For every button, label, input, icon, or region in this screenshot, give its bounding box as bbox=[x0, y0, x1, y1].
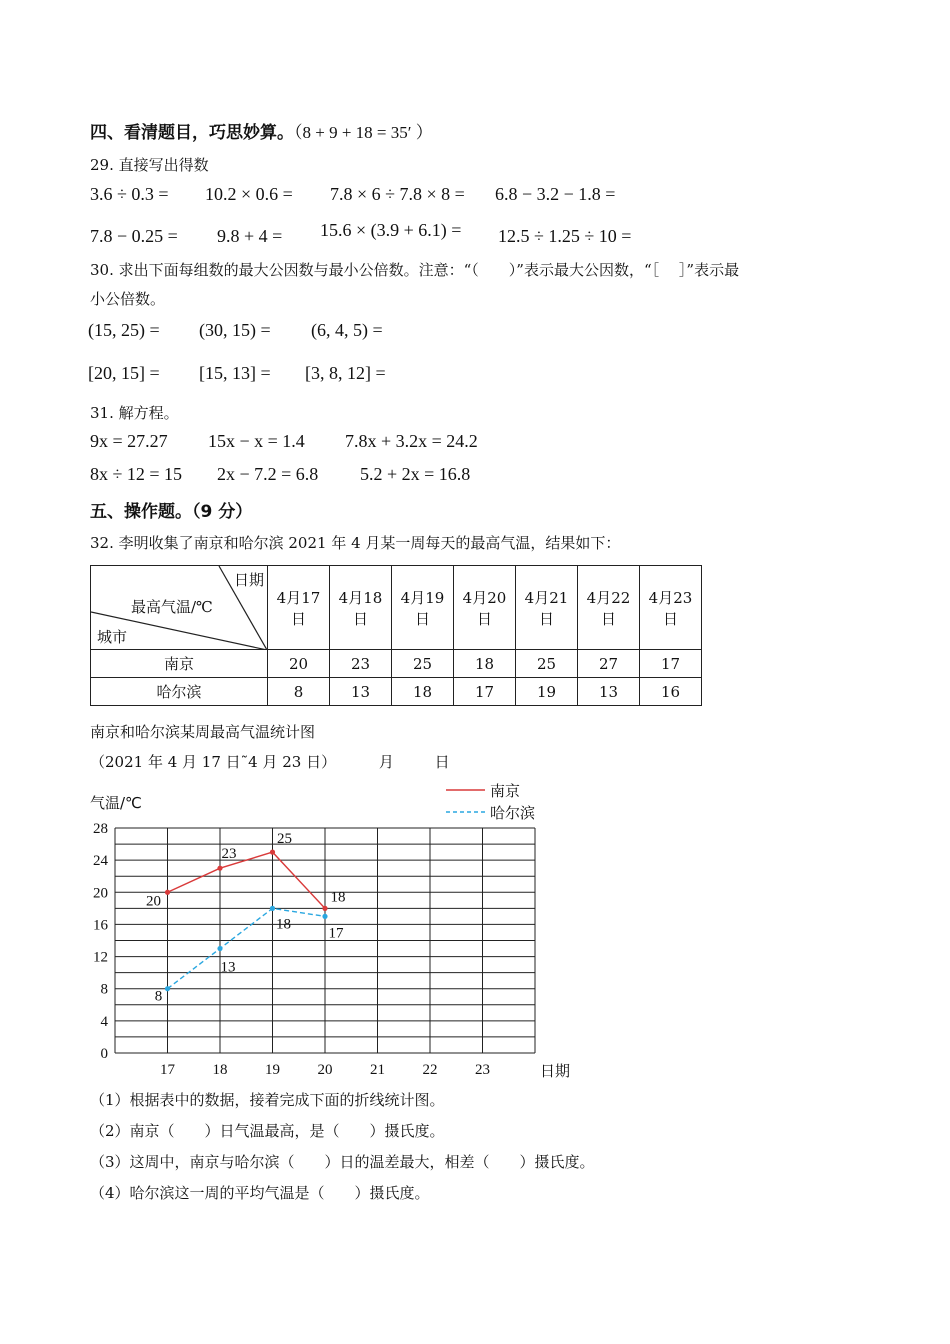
date-header bbox=[640, 566, 702, 650]
q30-line2: 小公倍数。 bbox=[90, 290, 166, 308]
value-cell: 16 bbox=[640, 678, 702, 706]
table-row bbox=[91, 650, 702, 678]
y-tick-label: 28 bbox=[93, 821, 108, 837]
q30-line1: 30. 求出下面每组数的最大公因数与最小公倍数。注意：“（ ）”表示最大公因数，“［ ］”表示最 bbox=[90, 261, 740, 279]
data-point bbox=[165, 986, 170, 991]
value-cell: 18 bbox=[454, 650, 516, 678]
data-point bbox=[165, 890, 170, 895]
chart-legend bbox=[446, 782, 535, 822]
y-axis-title: 气温/℃ bbox=[90, 794, 142, 812]
series-line-harbin bbox=[168, 908, 326, 988]
date-header-day: 4月22 bbox=[586, 588, 631, 607]
date-header-day: 4月17 bbox=[276, 588, 321, 607]
table-row bbox=[91, 678, 702, 706]
value-cell: 13 bbox=[578, 678, 640, 706]
data-label: 18 bbox=[276, 916, 291, 933]
y-tick-label: 4 bbox=[100, 1013, 108, 1030]
legend-label: 哈尔滨 bbox=[490, 804, 536, 822]
data-label: 25 bbox=[277, 831, 292, 848]
q30-lcm-item: [20, 15] = bbox=[88, 363, 160, 383]
q29-item: 6.8 − 3.2 − 1.8 = bbox=[495, 184, 616, 204]
date-header-day: 4月20 bbox=[462, 588, 507, 607]
x-axis-title: 日期 bbox=[540, 1062, 571, 1078]
data-label: 17 bbox=[328, 925, 344, 942]
y-tick-label: 12 bbox=[93, 949, 108, 966]
chart-date-range: （2021 年 4 月 17 日˜4 月 23 日） bbox=[90, 753, 337, 771]
x-tick-label: 19 bbox=[265, 1062, 280, 1078]
x-tick-label: 21 bbox=[370, 1062, 385, 1078]
q31-equation: 15x − x = 1.4 bbox=[208, 431, 305, 451]
value-cell: 8 bbox=[268, 678, 330, 706]
value-cell: 25 bbox=[516, 650, 578, 678]
chart-caption: 南京和哈尔滨某周最高气温统计图 bbox=[90, 723, 316, 741]
q32-question: （3）这周中，南京与哈尔滨（ ）日的温差最大，相差（ ）摄氏度。 bbox=[90, 1153, 595, 1171]
x-tick-label: 22 bbox=[422, 1062, 438, 1078]
date-header-day: 4月18 bbox=[338, 588, 383, 607]
q30-gcd-item: (6, 4, 5) = bbox=[311, 320, 383, 340]
chart-grid bbox=[115, 828, 535, 1053]
q30-gcd-item: (30, 15) = bbox=[199, 320, 271, 340]
date-header-day: 4月21 bbox=[524, 588, 569, 607]
date-header bbox=[516, 566, 578, 650]
data-label: 20 bbox=[146, 893, 161, 910]
corner-temp-label: 最高气温/℃ bbox=[131, 598, 213, 616]
q29-item: 9.8 + 4 = bbox=[217, 226, 283, 246]
x-tick-label: 18 bbox=[212, 1062, 228, 1078]
table-corner-cell bbox=[91, 566, 268, 650]
date-header bbox=[330, 566, 392, 650]
data-label: 13 bbox=[220, 959, 236, 976]
date-header-suffix: 日 bbox=[414, 609, 430, 628]
q29-item: 15.6 × (3.9 + 6.1) = bbox=[320, 220, 462, 240]
date-header bbox=[578, 566, 640, 650]
date-header-suffix: 日 bbox=[662, 609, 678, 628]
y-tick-label: 0 bbox=[100, 1046, 108, 1062]
date-header bbox=[392, 566, 454, 650]
data-label: 8 bbox=[154, 988, 163, 1005]
q31-equation: 9x = 27.27 bbox=[90, 431, 168, 451]
y-tick-label: 20 bbox=[93, 885, 108, 902]
corner-city-label: 城市 bbox=[97, 628, 128, 646]
date-header-suffix: 日 bbox=[600, 609, 616, 628]
y-tick-label: 8 bbox=[100, 981, 108, 998]
data-point bbox=[270, 906, 275, 911]
value-cell: 25 bbox=[392, 650, 454, 678]
chart-month: 月 bbox=[378, 753, 394, 771]
date-header-day: 4月19 bbox=[400, 588, 445, 607]
corner-date-label: 日期 bbox=[233, 571, 264, 589]
value-cell: 13 bbox=[330, 678, 392, 706]
q32-intro: 32. 李明收集了南京和哈尔滨 2021 年 4 月某一周每天的最高气温，结果如下： bbox=[90, 534, 621, 552]
data-label: 23 bbox=[221, 846, 237, 863]
q32-question: （1）根据表中的数据，接着完成下面的折线统计图。 bbox=[90, 1091, 445, 1109]
q31-equation: 7.8x + 3.2x = 24.2 bbox=[345, 431, 478, 451]
q29-item: 7.8 × 6 ÷ 7.8 × 8 = bbox=[330, 184, 465, 204]
date-header-suffix: 日 bbox=[352, 609, 368, 628]
section4-score: （8 + 9 + 18 = 35′ ） bbox=[294, 123, 433, 142]
temperature-table bbox=[90, 565, 702, 706]
q31-equation: 5.2 + 2x = 16.8 bbox=[360, 464, 471, 484]
q29-item: 7.8 − 0.25 = bbox=[90, 226, 178, 246]
data-point bbox=[270, 850, 275, 855]
q31-label: 31. 解方程。 bbox=[90, 404, 179, 422]
city-cell: 南京 bbox=[91, 650, 268, 678]
temperature-line-chart bbox=[80, 778, 640, 1078]
q30-gcd-item: (15, 25) = bbox=[88, 320, 160, 340]
x-tick-label: 23 bbox=[475, 1062, 490, 1078]
city-cell: 哈尔滨 bbox=[91, 678, 268, 706]
x-tick-label: 20 bbox=[317, 1062, 333, 1078]
q31-equation: 2x − 7.2 = 6.8 bbox=[217, 464, 319, 484]
date-header-suffix: 日 bbox=[538, 609, 554, 628]
data-point bbox=[217, 866, 222, 871]
section4-title bbox=[90, 118, 433, 143]
data-point bbox=[322, 914, 327, 919]
q29-label: 29. 直接写出得数 bbox=[90, 156, 209, 174]
q32-question: （2）南京（ ）日气温最高，是（ ）摄氏度。 bbox=[90, 1122, 445, 1140]
chart-date-line bbox=[90, 751, 450, 772]
q29-item: 10.2 × 0.6 = bbox=[205, 184, 293, 204]
chart-day: 日 bbox=[434, 753, 450, 771]
value-cell: 19 bbox=[516, 678, 578, 706]
q30-lcm-item: [3, 8, 12] = bbox=[305, 363, 386, 383]
data-point bbox=[322, 906, 327, 911]
value-cell: 18 bbox=[392, 678, 454, 706]
value-cell: 17 bbox=[640, 650, 702, 678]
value-cell: 23 bbox=[330, 650, 392, 678]
legend-label: 南京 bbox=[490, 782, 521, 800]
value-cell: 17 bbox=[454, 678, 516, 706]
section5-title: 五、操作题。（9 分） bbox=[90, 502, 253, 522]
q30-lcm-item: [15, 13] = bbox=[199, 363, 271, 383]
data-point bbox=[217, 946, 222, 951]
date-header bbox=[454, 566, 516, 650]
date-header-suffix: 日 bbox=[290, 609, 306, 628]
date-header bbox=[268, 566, 330, 650]
y-tick-label: 24 bbox=[93, 853, 108, 870]
q32-question: （4）哈尔滨这一周的平均气温是（ ）摄氏度。 bbox=[90, 1184, 430, 1202]
chart-series bbox=[146, 831, 346, 1005]
q29-item: 3.6 ÷ 0.3 = bbox=[90, 184, 169, 204]
date-header-suffix: 日 bbox=[476, 609, 492, 628]
q31-equation: 8x ÷ 12 = 15 bbox=[90, 464, 183, 484]
y-tick-label: 16 bbox=[93, 917, 108, 934]
date-header-day: 4月23 bbox=[648, 588, 693, 607]
value-cell: 20 bbox=[268, 650, 330, 678]
section4-title-text: 四、看清题目，巧思妙算。 bbox=[90, 123, 294, 143]
value-cell: 27 bbox=[578, 650, 640, 678]
x-tick-label: 17 bbox=[160, 1062, 175, 1078]
data-label: 18 bbox=[330, 889, 346, 906]
q29-item: 12.5 ÷ 1.25 ÷ 10 = bbox=[498, 226, 632, 246]
